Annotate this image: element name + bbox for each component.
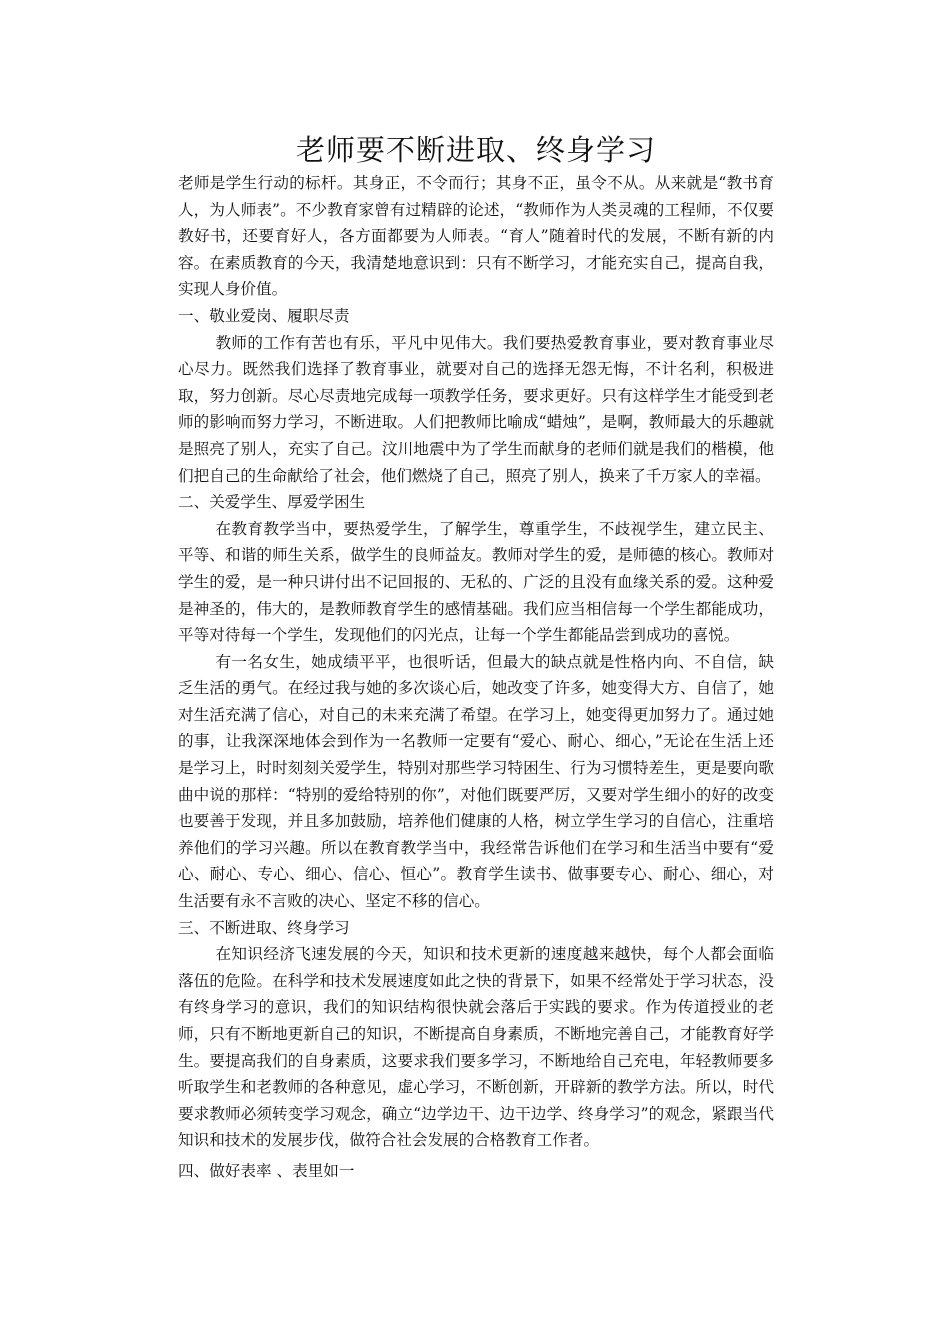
section-heading-3: 三、不断进取、终身学习 — [178, 918, 350, 937]
section-heading-1: 一、敬业爱岗、履职尽责 — [178, 306, 350, 325]
section-1-paragraph-1: 教师的工作有苦也有乐，平凡中见伟大。我们要热爱教育事业，要对教育事业尽心尽力。既然我们选择了教育事业，就要对自己的选择无怨无悔，不计名利，积极进取，努力创新。尽心尽责地完成每一项教学任务，要求更好。只有这样学生才能受到老师的影响而努力学习，不断进取。人们把教师比喻成“蜡烛”，是啊，教师最大的乐趣就是照亮了别人，充实了自己。汶川地震中为了学生而献身的老师们就是我们的楷模，他们把自己的生命献给了社会，他们燃烧了自己，照亮了别人，换来了千万家人的幸福。 — [178, 333, 774, 485]
section-heading-2: 二、关爱学生、厚爱学困生 — [178, 493, 366, 512]
section-2-paragraph-2: 有一名女生，她成绩平平，也很听话，但最大的缺点就是性格内向、不自信，缺乏生活的勇气。在经过我与她的多次谈心后，她改变了许多，她变得大方、自信了，她对生活充满了信心，对自己的未来充满了希望。在学习上，她变得更加努力了。通过她的事，让我深深地体会到作为一名教师一定要有“爱心、耐心、细心，”无论在生活上还是学习上，时时刻刻关爱学生，特别对那些学习特困生、行为习惯特差生，更是要向歌曲中说的那样：“特别的爱给特别的你”，对他们既要严厉，又要对学生细小的好的改变也要善于发现，并且多加鼓励，培养他们健康的人格，树立学生学习的自信心，注重培养他们的学习兴趣。所以在教育教学当中，我经常告诉他们在学习和生活当中要有“爱心、耐心、专心、细心、信心、恒心”。教育学生读书、做事要专心、耐心、细心，对生活要有永不言败的决心、坚定不移的信心。 — [178, 652, 774, 911]
document-page — [178, 130, 774, 1185]
section-3-paragraph-1: 在知识经济飞速发展的今天，知识和技术更新的速度越来越快，每个人都会面临落伍的危险。在科学和技术发展速度如此之快的背景下，如果不经常处于学习状态，没有终身学习的意识，我们的知识结构很快就会落后于实践的要求。作为传道授业的老师，只有不断地更新自己的知识，不断提高自身素质，不断地完善自己，才能教育好学生。要提高我们的自身素质，这要求我们要多学习，不断地给自己充电，年轻教师要多听取学生和老教师的各种意见，虚心学习，不断创新，开辟新的教学方法。所以，时代要求教师必须转变学习观念，确立“边学边干、边干边学、终身学习”的观念，紧跟当代知识和技术的发展步伐，做符合社会发展的合格教育工作者。 — [178, 945, 774, 1150]
document-title: 老师要不断进取、终身学习 — [295, 133, 656, 167]
section-2-paragraph-1: 在教育教学当中，要热爱学生，了解学生，尊重学生，不歧视学生，建立民主、平等、和谐的师生关系，做学生的良师益友。教师对学生的爱，是师德的核心。教师对学生的爱，是一种只讲付出不记回报的、无私的、广泛的且没有血缘关系的爱。这种爱是神圣的，伟大的，是教师教育学生的感情基础。我们应当相信每一个学生都能成功，平等对待每一个学生，发现他们的闪光点，让每一个学生都能品尝到成功的喜悦。 — [178, 519, 774, 645]
intro-paragraph: 老师是学生行动的标杆。其身正，不令而行；其身不正，虽令不从。从来就是“教书育人，为人师表”。不少教育家曾有过精辟的论述，“教师作为人类灵魂的工程师，不仅要教好书，还要育好人，各方面都要为人师表。“育人”随着时代的发展，不断有新的内容。在素质教育的今天，我清楚地意识到：只有不断学习，才能充实自己，提高自我，实现人身价值。 — [178, 174, 774, 299]
section-heading-4: 四、做好表率 、表里如一 — [178, 1161, 355, 1180]
